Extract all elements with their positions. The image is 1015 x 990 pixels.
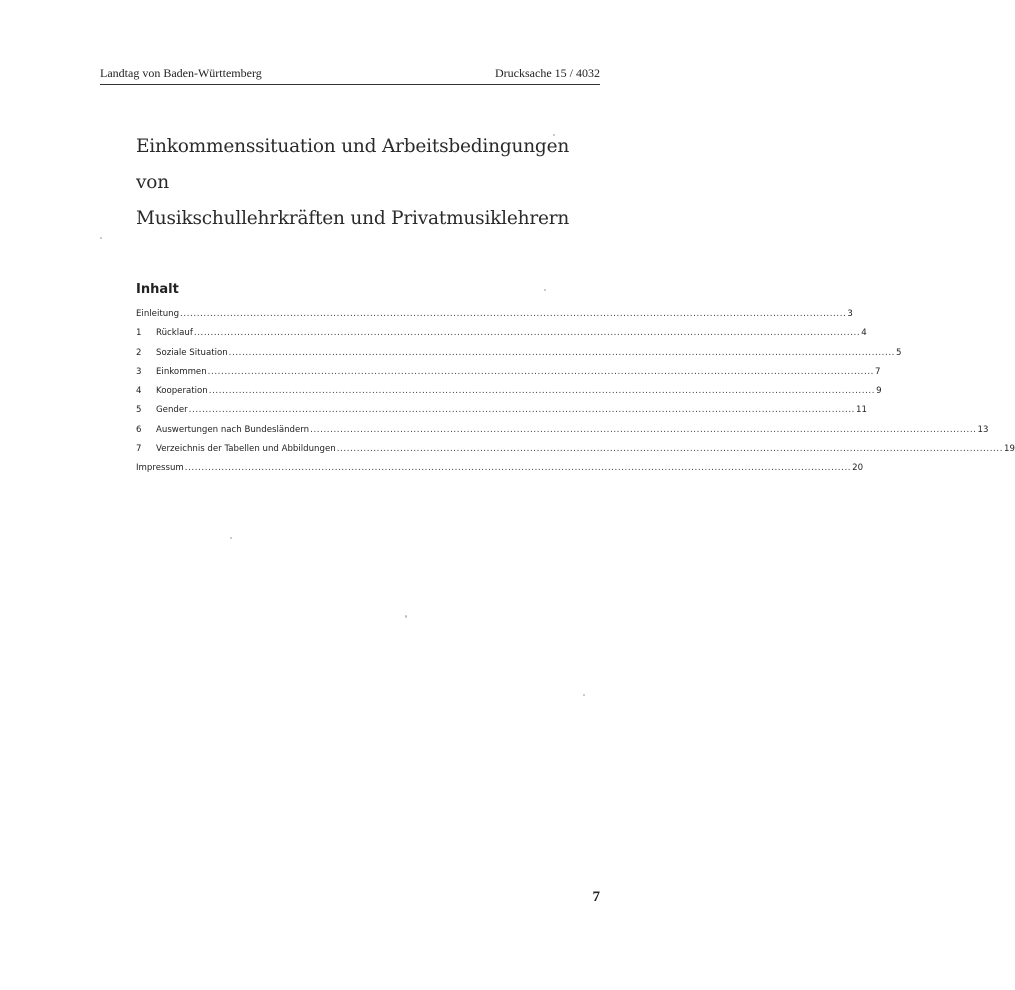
toc-entry-label: Rücklauf bbox=[156, 328, 193, 339]
scan-speck bbox=[583, 694, 585, 696]
title-line: von bbox=[136, 172, 169, 193]
toc-entry-number: 7 bbox=[136, 444, 142, 455]
toc-entry-number: 3 bbox=[136, 366, 142, 377]
toc-dot-leader: ........................................................................................................................................................................................................ bbox=[193, 328, 861, 339]
toc-entry-page: 9 bbox=[876, 386, 882, 397]
toc-entry[interactable] bbox=[136, 444, 1015, 463]
scan-speck bbox=[405, 615, 407, 618]
running-header bbox=[100, 66, 600, 85]
toc-heading: Inhalt bbox=[136, 282, 179, 297]
toc-entry-page: 3 bbox=[847, 309, 853, 319]
toc-entry-page: 7 bbox=[875, 366, 881, 377]
scan-speck bbox=[100, 237, 102, 239]
toc-entry-label: Auswertungen nach Bundesländern bbox=[156, 424, 310, 435]
toc-entry[interactable] bbox=[136, 328, 867, 347]
toc-entry-label: Impressum bbox=[136, 463, 184, 474]
toc-entry-page: 5 bbox=[896, 347, 902, 358]
page-number: 7 bbox=[592, 889, 600, 905]
toc-entry-label: Soziale Situation bbox=[156, 347, 228, 358]
toc-entry[interactable] bbox=[136, 424, 989, 444]
scan-speck bbox=[544, 289, 546, 291]
header-parliament-name: Landtag von Baden-Württemberg bbox=[100, 66, 262, 80]
toc-entry[interactable] bbox=[136, 347, 902, 367]
toc-dot-leader: ........................................................................................................................................................................................................ bbox=[228, 347, 896, 358]
toc-entry[interactable] bbox=[136, 309, 853, 328]
toc-dot-leader: ........................................................................................................................................................................................................ bbox=[188, 405, 856, 416]
toc-dot-leader: ........................................................................................................................................................................................................ bbox=[207, 366, 875, 377]
toc-entry-label: Kooperation bbox=[156, 386, 208, 397]
title-line: Musikschullehrkräften und Privatmusiklehrern bbox=[136, 208, 570, 229]
toc-entry-page: 11 bbox=[856, 405, 867, 416]
toc-entry[interactable] bbox=[136, 405, 867, 424]
toc-dot-leader: ........................................................................................................................................................................................................ bbox=[180, 309, 847, 319]
toc-entry-number: 4 bbox=[136, 386, 142, 397]
scan-speck bbox=[230, 537, 232, 539]
toc-entry-number: 5 bbox=[136, 405, 142, 416]
toc-entry-number: 2 bbox=[136, 347, 142, 358]
toc-entry[interactable] bbox=[136, 386, 882, 405]
toc-entry-page: 13 bbox=[977, 424, 989, 435]
toc-entry-page: 4 bbox=[861, 328, 867, 339]
header-document-number: Drucksache 15 / 4032 bbox=[495, 66, 600, 80]
toc-entry[interactable] bbox=[136, 463, 864, 482]
toc-entry-label: Einkommen bbox=[156, 366, 207, 377]
scan-speck bbox=[553, 134, 555, 136]
table-of-contents bbox=[136, 309, 1015, 483]
toc-entry-label: Gender bbox=[156, 405, 188, 416]
toc-entry-page: 19 bbox=[1004, 444, 1015, 455]
toc-entry-page: 20 bbox=[852, 463, 864, 474]
toc-entry-number: 1 bbox=[136, 328, 142, 339]
toc-entry-label: Verzeichnis der Tabellen und Abbildungen bbox=[156, 444, 336, 455]
toc-dot-leader: ........................................................................................................................................................................................................ bbox=[184, 463, 852, 474]
toc-dot-leader: ........................................................................................................................................................................................................ bbox=[336, 444, 1004, 455]
toc-dot-leader: ........................................................................................................................................................................................................ bbox=[310, 424, 977, 435]
toc-entry-label: Einleitung bbox=[136, 309, 180, 319]
toc-entry[interactable] bbox=[136, 366, 881, 386]
toc-entry-number: 6 bbox=[136, 424, 142, 435]
document-title bbox=[136, 134, 576, 242]
toc-dot-leader: ........................................................................................................................................................................................................ bbox=[208, 386, 876, 397]
title-line: Einkommenssituation und Arbeitsbedingungen bbox=[136, 136, 570, 157]
